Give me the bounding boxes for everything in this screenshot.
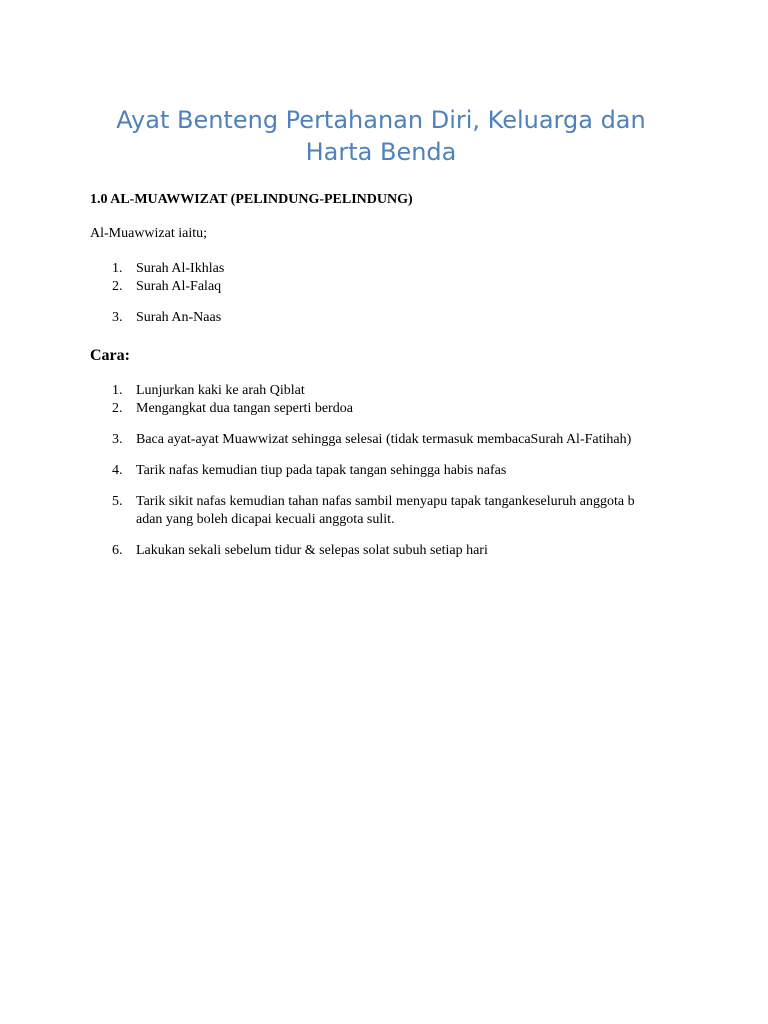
list-text-line-1: Tarik sikit nafas kemudian tahan nafas sambil menyapu tapak tangankeseluruh anggota b	[136, 494, 635, 509]
list-item	[90, 431, 672, 449]
list-number: 6.	[112, 543, 123, 558]
cara-heading: Cara:	[90, 347, 130, 364]
list-number: 4.	[112, 463, 123, 478]
list-text: Surah Al-Falaq	[136, 279, 222, 294]
list-text: Surah An-Naas	[136, 310, 222, 325]
list-text: Lunjurkan kaki ke arah Qiblat	[136, 383, 305, 398]
list-number: 2.	[112, 401, 123, 416]
list-item	[90, 462, 672, 480]
list-text: Mengangkat dua tangan seperti berdoa	[136, 401, 353, 416]
document-title: Ayat Benteng Pertahanan Diri, Keluarga dan Harta Benda	[116, 106, 646, 166]
list-item	[90, 542, 672, 560]
list-item	[90, 493, 672, 529]
list-text: Tarik nafas kemudian tiup pada tapak tangan sehingga habis nafas	[136, 463, 507, 478]
surah-list	[90, 260, 672, 327]
list-number: 2.	[112, 279, 123, 294]
list-item	[90, 278, 672, 296]
list-number: 1.	[112, 383, 123, 398]
list-text: Baca ayat-ayat Muawwizat sehingga selesai (tidak termasuk membacaSurah Al-Fatihah)	[136, 432, 632, 447]
list-item	[90, 400, 672, 418]
list-number: 3.	[112, 432, 123, 447]
cara-list	[90, 382, 672, 560]
list-item	[90, 382, 672, 400]
intro-text: Al-Muawwizat iaitu;	[90, 226, 208, 241]
list-item	[90, 260, 672, 278]
list-text: Lakukan sekali sebelum tidur & selepas solat subuh setiap hari	[136, 543, 488, 558]
list-number: 1.	[112, 261, 123, 276]
section-heading: 1.0 AL-MUAWWIZAT (PELINDUNG-PELINDUNG)	[90, 192, 413, 207]
list-item	[90, 309, 672, 327]
list-number: 3.	[112, 310, 123, 325]
list-text-line-2: adan yang boleh dicapai kecuali anggota sulit.	[136, 512, 395, 527]
list-number: 5.	[112, 494, 123, 509]
list-text: Surah Al-Ikhlas	[136, 261, 225, 276]
